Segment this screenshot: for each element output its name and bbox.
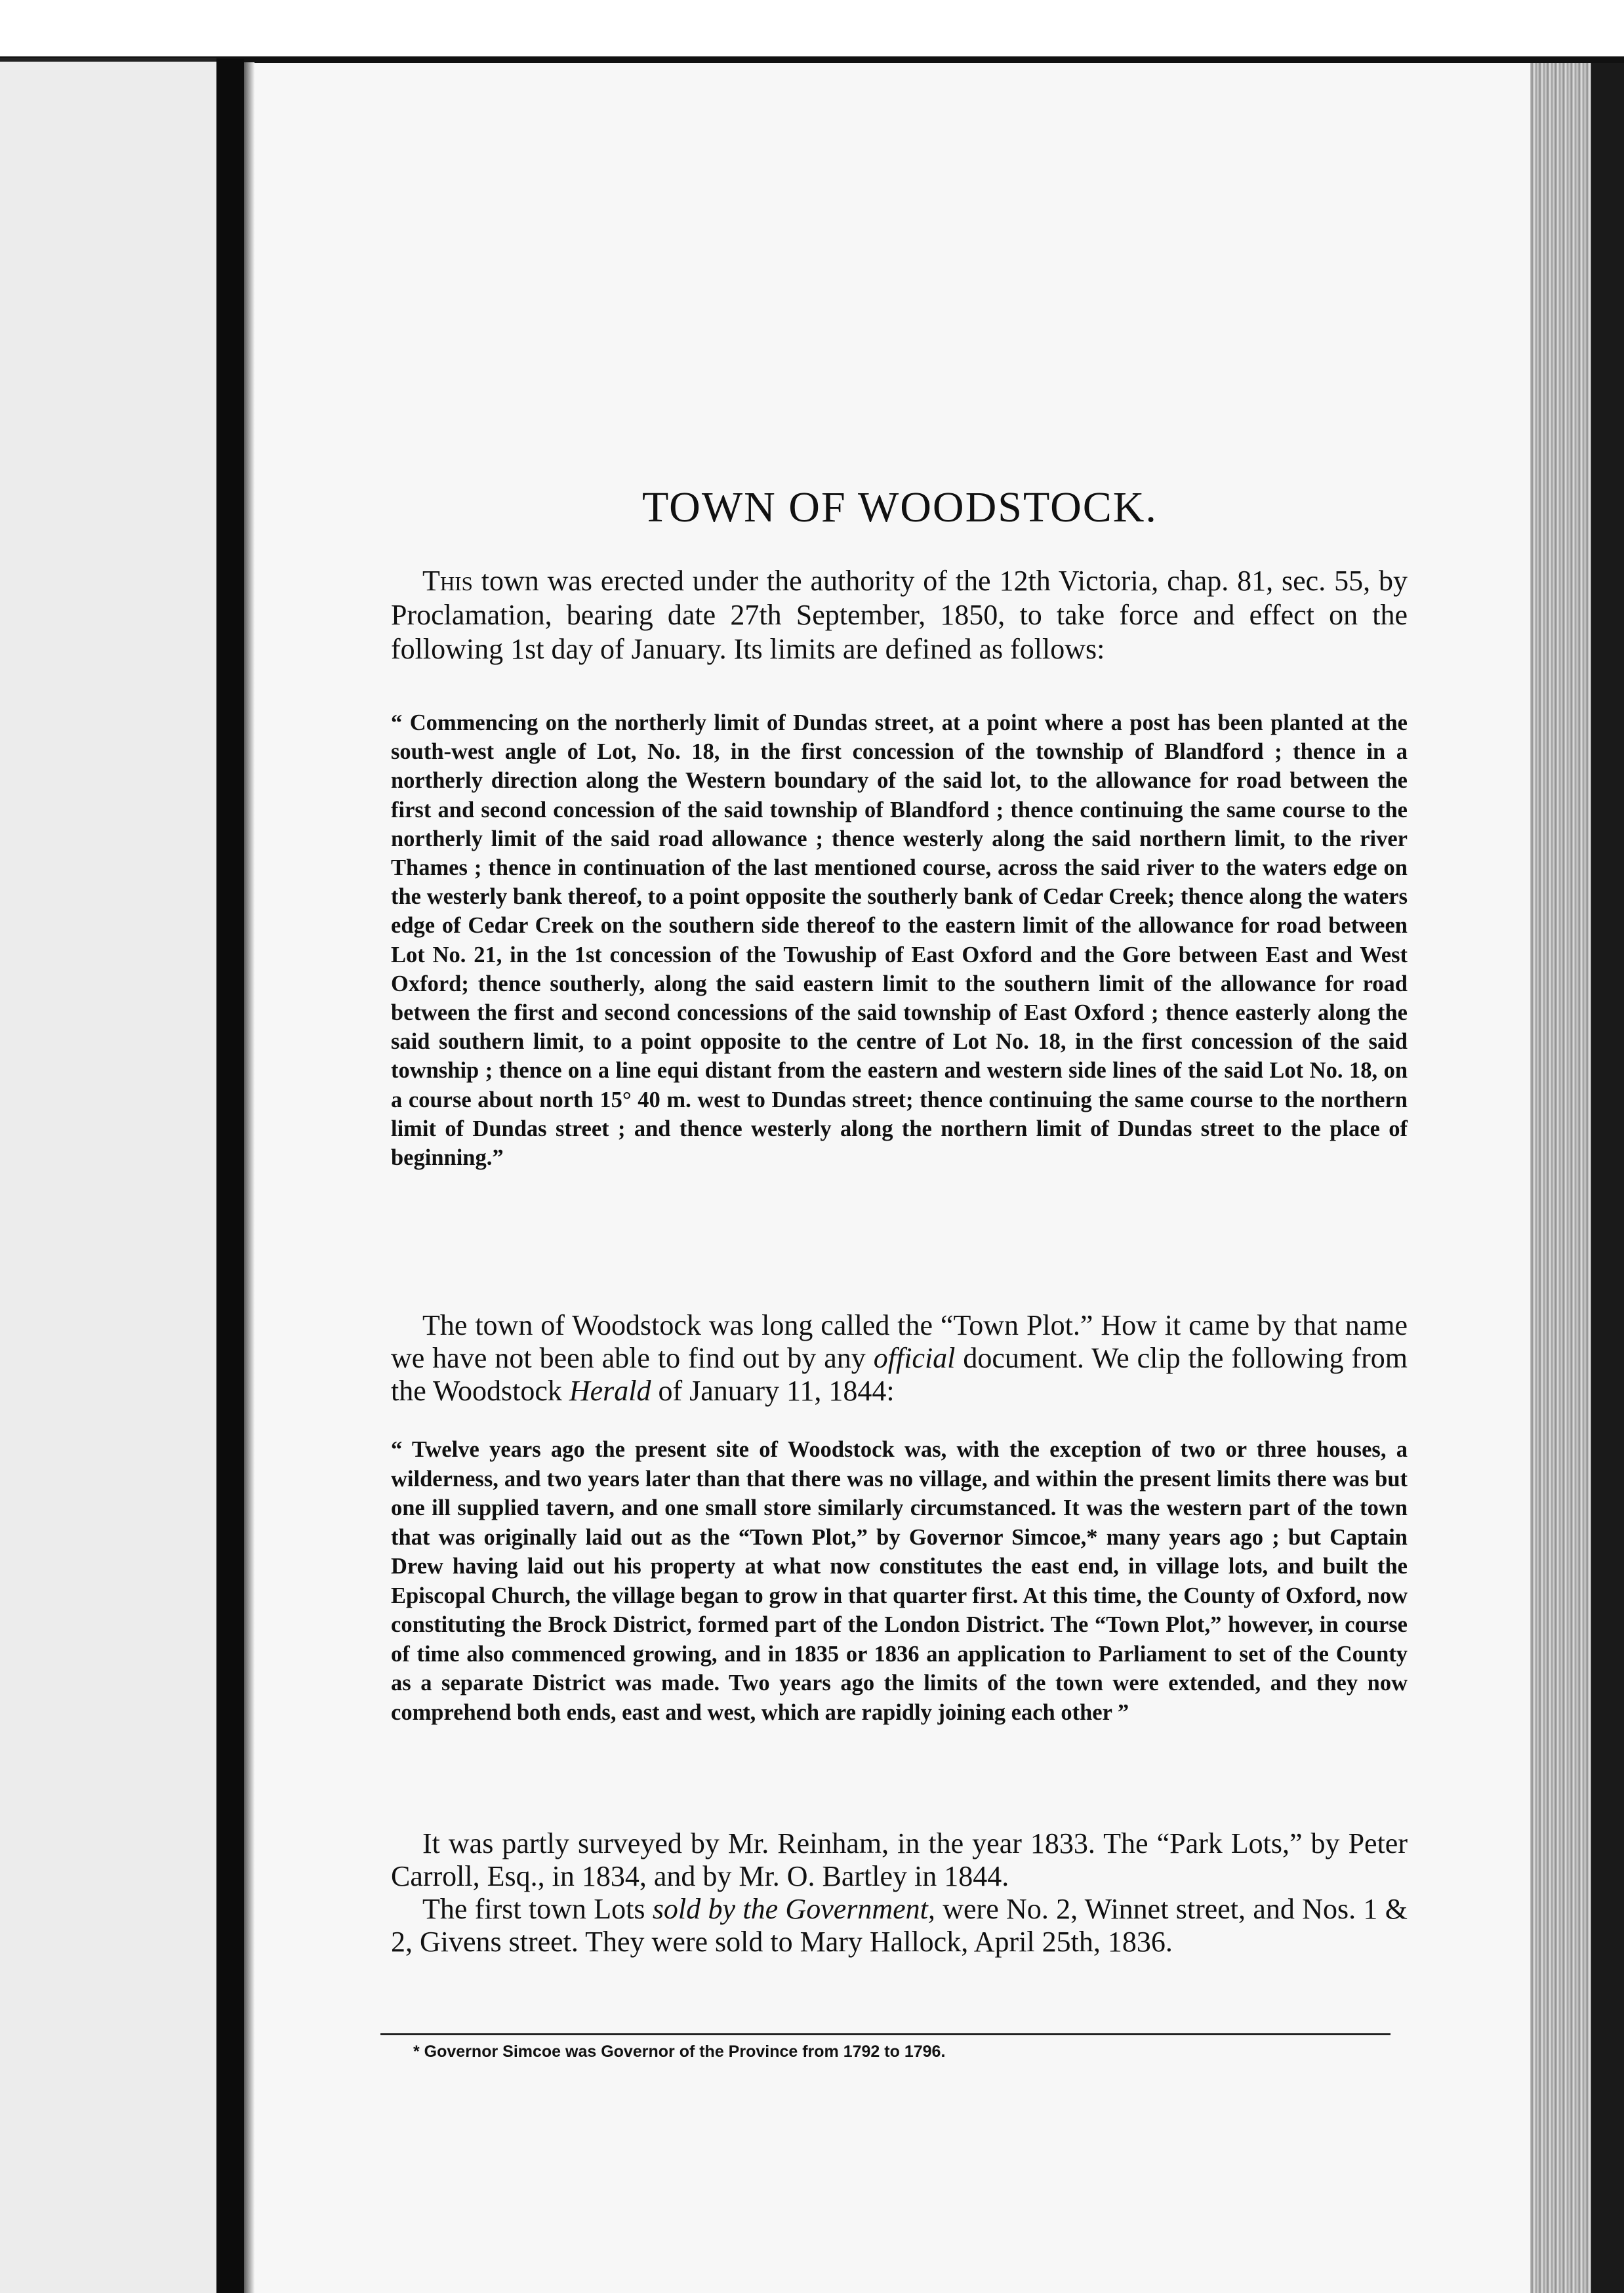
town-lots-paragraph	[391, 1893, 1408, 1958]
book-spine-edge	[216, 59, 244, 2293]
herald-quote: “ Twelve years ago the present site of Woodstock was, with the exception of two or three houses, a wilderness, and two years later than that there was no village, and within the present limits there was but one ill supplied tavern, and one small store similarly circumstanced. It was the western part of the town that was originally laid out as the “Town Plot,” by Governor Simcoe,* many years ago ; but Captain Drew having laid out his property at what now constitutes the east end, in village lots, and built the Episcopal Church, the village began to grow in that quarter first. At this time, the County of Oxford, now constituting the Brock District, formed part of the London District. The “Town Plot,” however, in course of time also commenced growing, and in 1835 or 1836 an application to Parliament to set of the County as a separate District was made. Two years ago the limits of the town were extended, and they now comprehend both ends, east and west, which are rapidly joining each other ”	[391, 1437, 1408, 1725]
left-facing-page	[0, 58, 216, 2293]
gutter-shadow	[244, 62, 254, 2293]
para2-herald: Herald	[569, 1375, 651, 1407]
boundary-quote: “ Commencing on the northerly limit of Dundas street, at a point where a post has been planted at the south-west angle of Lot, No. 18, in the first concession of the township of Blandford ; thence in a northerly direction along the Western boundary of the said lot, to the allowance for road between the first and second concession of the said township of Blandford ; thence continuing the same course to the northerly limit of the said road allowance ; thence westerly along the said northern limit, to the river Thames ; thence in continuation of the last mentioned course, across the said river to the waters edge on the westerly bank thereof, to a point opposite the southerly bank of Cedar Creek; thence along the waters edge of Cedar Creek on the southern side thereof to the eastern limit of the allowance for road between Lot No. 21, in the 1st concession of the Towuship of East Oxford and the Gore between East and West Oxford; thence southerly, along the said eastern limit to the southern limit of the allowance for road between the first and second concessions of the said township of East Oxford ; thence easterly along the said southern limit, to a point opposite to the centre of Lot No. 18, in the first concession of the said township ; thence on a line equi distant from the eastern and western side lines of the said Lot No. 18, on a course about north 15° 40 m. west to Dundas street; thence continuing the same course to the northern limit of Dundas street ; and thence westerly along the northern limit of Dundas street to the place of beginning.”	[391, 710, 1408, 1171]
footnote: * Governor Simcoe was Governor of the Province from 1792 to 1796.	[413, 2042, 946, 2061]
footnote-rule	[380, 2033, 1391, 2035]
lots-italic: sold by the Government,	[652, 1893, 935, 1925]
intro-lead-word: This	[422, 565, 473, 597]
lots-text-1: The first town Lots	[422, 1893, 653, 1925]
intro-text: town was erected under the authority of the 12th Victoria, chap. 81, sec. 55, by Proclamation, bearing date 27th September, 1850, to take force and effect on the following 1st day of January. Its limits are defined as follows:	[391, 565, 1408, 665]
intro-paragraph	[391, 564, 1408, 666]
page-stack-edge	[1530, 63, 1591, 2293]
right-dark-edge	[1591, 63, 1624, 2293]
para2-text-3: of January 11, 1844:	[651, 1375, 895, 1407]
town-plot-paragraph	[391, 1309, 1408, 1408]
survey-paragraph: It was partly surveyed by Mr. Reinham, in the year 1833. The “Park Lots,” by Peter Carroll, Esq., in 1834, and by Mr. O. Bartley in 1844.	[391, 1827, 1408, 1892]
survey-paragraphs	[391, 1827, 1408, 1958]
para2-text-1: The town of Woodstock was long called the “Town Plot.” How it came by that name we have not been able to find out by any	[391, 1309, 1408, 1374]
para2-official: official	[873, 1342, 956, 1374]
para2-text-2: document. We clip the following from the Woodstock	[391, 1342, 1408, 1407]
page-title: TOWN OF WOODSTOCK.	[642, 483, 1158, 531]
lots-text-2: were No. 2, Winnet street, and Nos. 1 & 2, Givens street. They were sold to Mary Hallock, April 25th, 1836.	[391, 1893, 1408, 1958]
top-margin	[0, 0, 1624, 60]
main-page	[254, 63, 1530, 2293]
